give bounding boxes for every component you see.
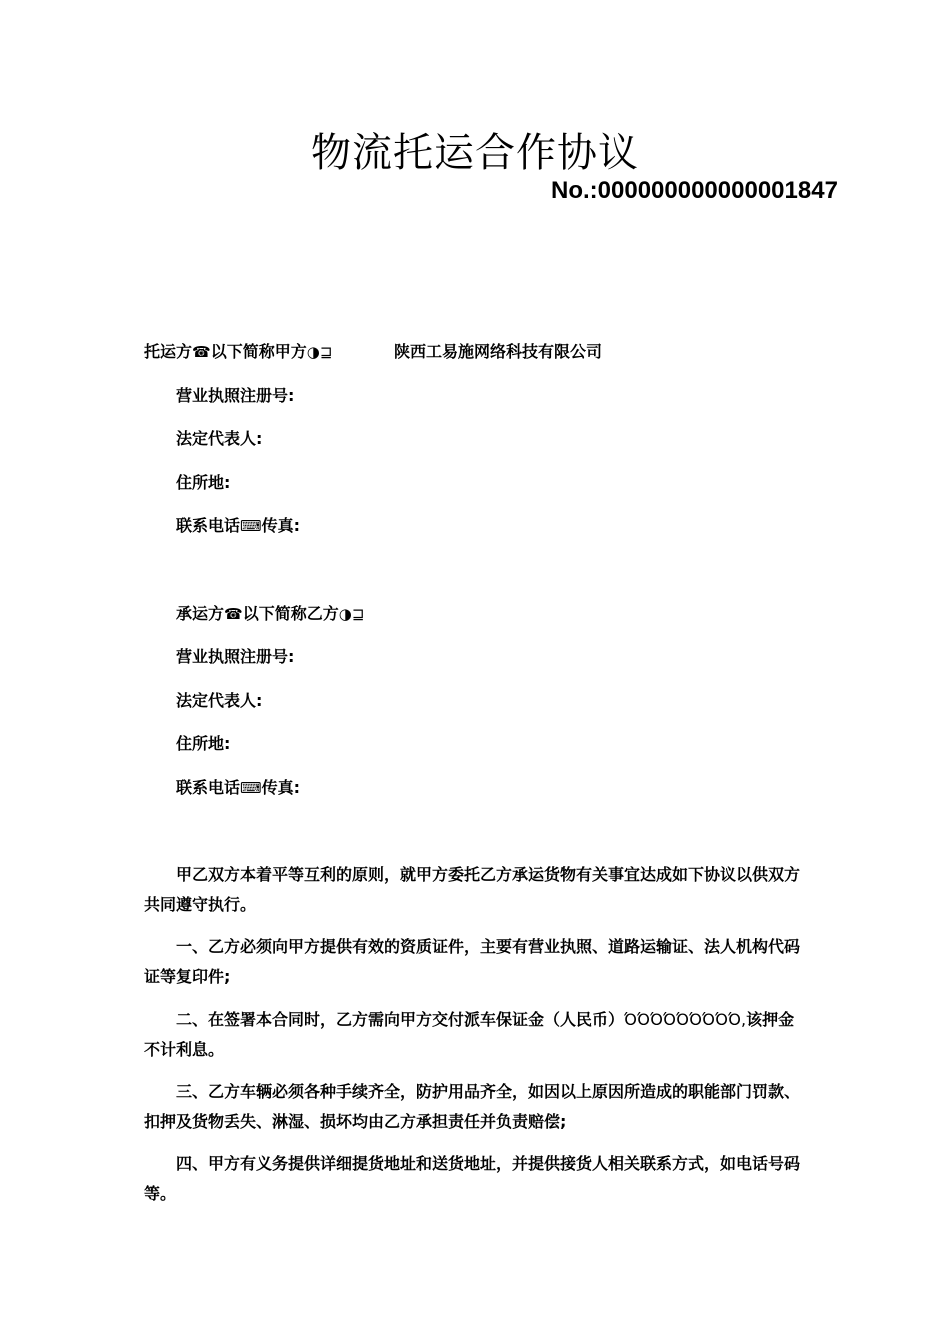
screen-symbol-icon: ⊒ [319,343,333,361]
party-a-heading-label: 托运方 [144,342,193,361]
party-b-heading [176,604,364,624]
party-a-heading [144,342,332,362]
circled-symbol-icon: ◑ [306,343,320,361]
screen-symbol-icon: ⊒ [351,605,365,623]
circled-symbol-icon: ◑ [338,605,352,623]
phone-icon: ☎ [192,343,211,361]
clause-3: 三、乙方车辆必须各种手续齐全，防护用品齐全，如因以上原因所造成的职能部门罚款、扣押及货物丢失、淋湿、损坏均由乙方承担责任并负责赔偿; [144,1082,801,1131]
party-a-license-label: 营业执照注册号: [176,386,295,405]
clause-1: 一、乙方必须向甲方提供有效的资质证件，主要有营业执照、道路运输证、法人机构代码证等复印件; [144,937,801,986]
phone-icon: ☎ [224,605,243,623]
clause-2-text-before: 二、在签署本合同时，乙方需向甲方交付派车保证金（人民币） [176,1010,625,1029]
party-a-contact-label [176,516,300,536]
party-a-heading-suffix: 以下简称甲方 [210,342,307,361]
party-b-representative-label: 法定代表人: [176,691,263,710]
document-number-box [551,176,841,222]
tape-symbol-icon: ⌨ [240,517,262,535]
party-b-phone-label: 联系电话 [176,778,241,797]
party-a-representative-label: 法定代表人: [176,429,263,448]
document-title: 物流托运合作协议 [311,130,639,176]
party-b-license-label: 营业执照注册号: [176,647,295,666]
party-b-heading-suffix: 以下简称乙方 [242,604,339,623]
tape-symbol-icon: ⌨ [240,779,262,797]
document-number: No.:000000000000001847 [551,177,838,204]
party-b-address-label: 住所地: [176,734,231,753]
party-b-contact-label [176,778,300,798]
party-b-fax-label: 传真: [261,778,301,797]
party-b-heading-label: 承运方 [176,604,225,623]
clause-2 [144,1005,810,1065]
party-a-fax-label: 传真: [261,516,301,535]
party-a-address-label: 住所地: [176,473,231,492]
clause-4: 四、甲方有义务提供详细提货地址和送货地址，并提供接货人相关联系方式，如电话号码等。 [144,1154,801,1203]
clause-2-text-after: 该押金不计利息。 [144,1010,795,1059]
placeholder-run: ΌΌΌΌΌΌΌΌΌ, [624,1010,747,1029]
party-a-company: 陕西工易施网络科技有限公司 [394,342,603,361]
clause-preamble: 甲乙双方本着平等互利的原则，就甲方委托乙方承运货物有关事宜达成如下协议以供双方共同遵守执行。 [144,865,801,914]
party-a-phone-label: 联系电话 [176,516,241,535]
